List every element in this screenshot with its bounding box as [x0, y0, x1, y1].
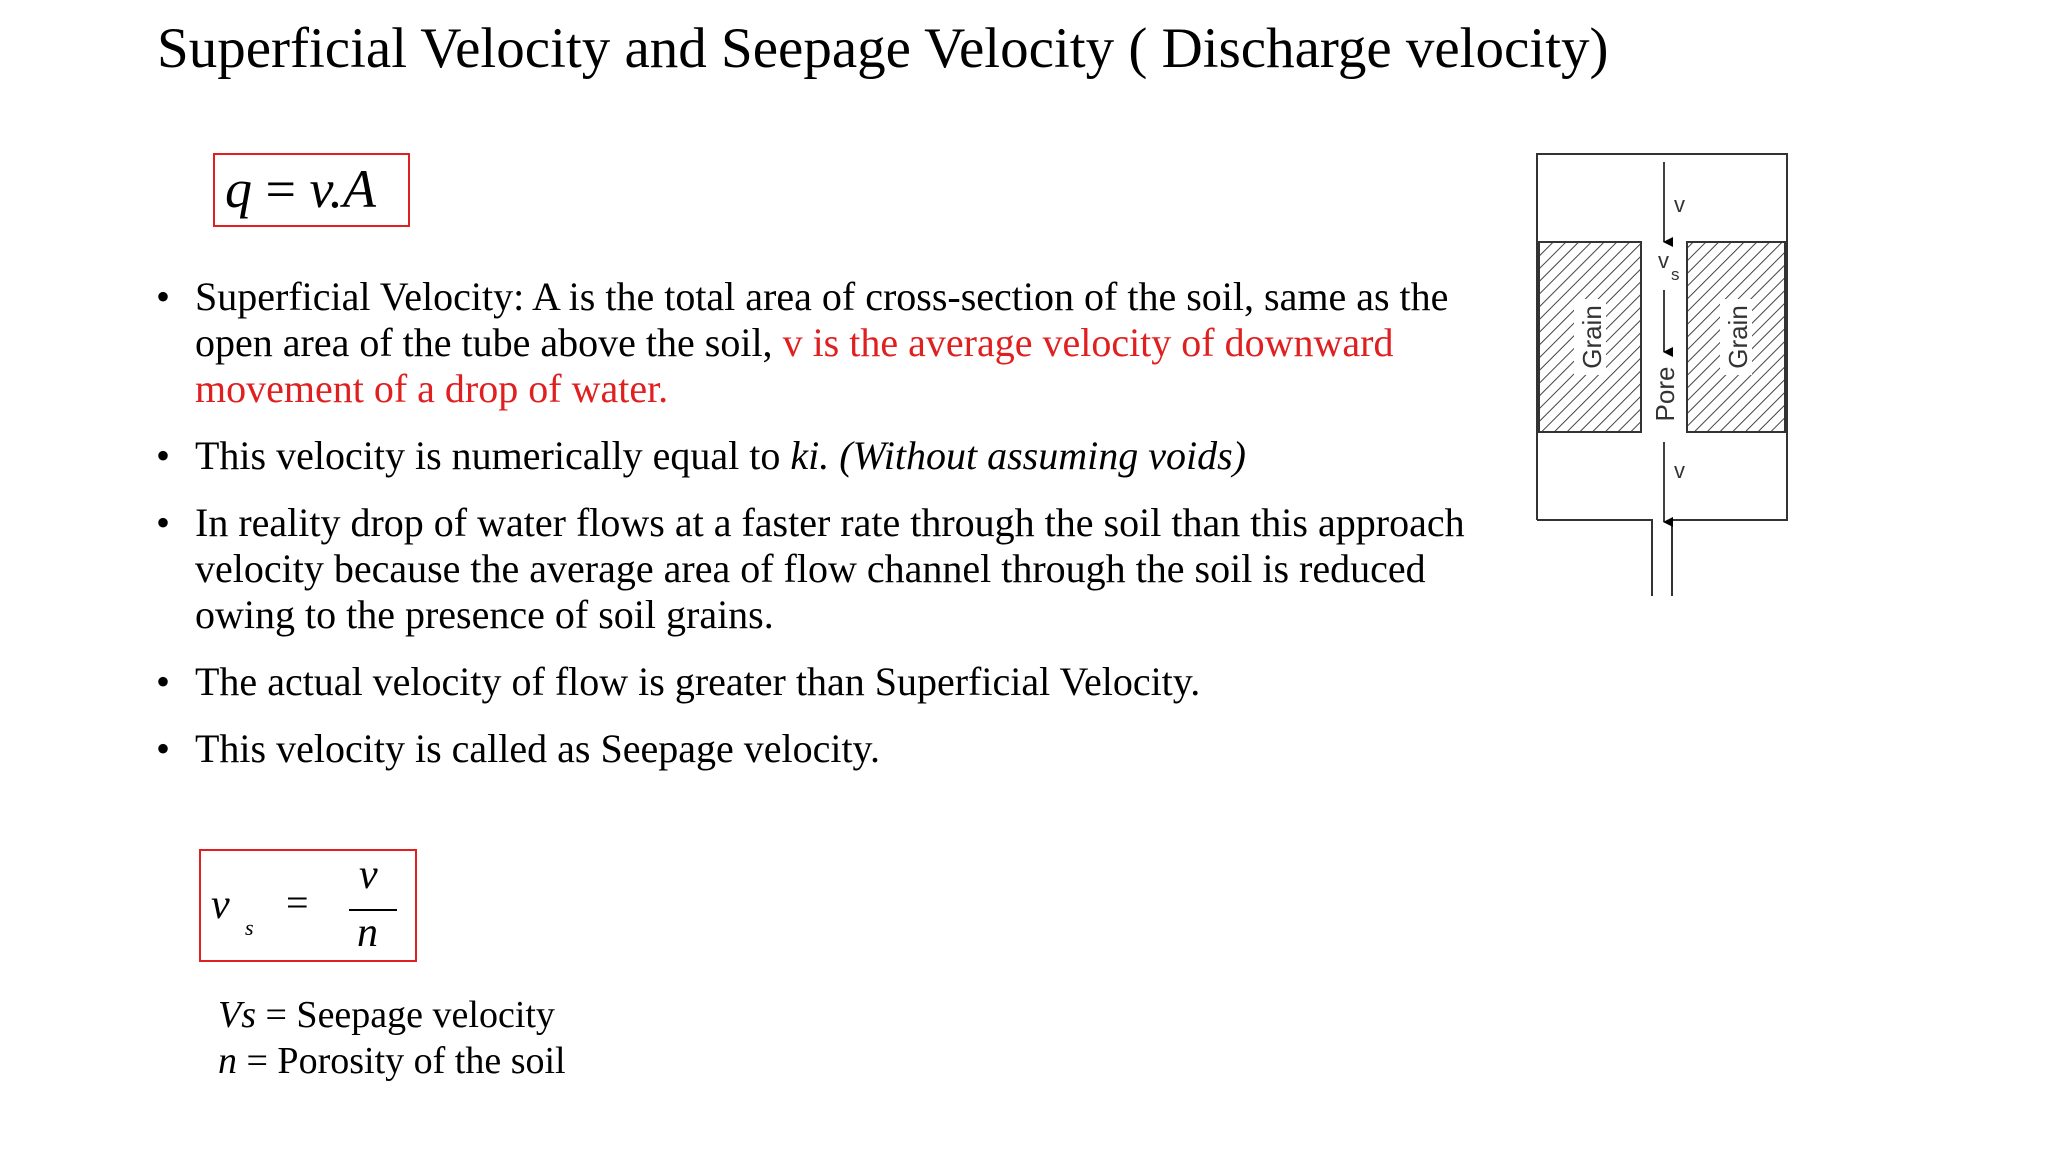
legend-symbol: Vs [218, 994, 256, 1036]
legend-item [218, 992, 566, 1038]
formula-q: q [225, 159, 252, 219]
bullet-item [150, 274, 1485, 412]
legend-text: = Porosity of the soil [237, 1040, 566, 1082]
seepage-formula-box [199, 849, 417, 962]
bullet-text: This velocity is numerically equal to [195, 433, 791, 478]
legend-symbol: n [218, 1040, 237, 1082]
seepage-velocity-label: v [1658, 248, 1669, 273]
seepage-diagram [1530, 150, 1800, 600]
velocity-top-label: v [1674, 192, 1685, 217]
discharge-formula [225, 157, 376, 221]
discharge-formula-box [213, 153, 410, 227]
formula-vs-subscript: s [245, 915, 254, 940]
pore-label: Pore [1650, 366, 1680, 422]
formula-a: A [342, 159, 376, 219]
formula-dot: . [329, 159, 343, 219]
bullet-item [150, 500, 1485, 638]
bullet-item [150, 726, 1450, 772]
formula-v: v [309, 159, 330, 219]
formula-vs-v: v [211, 882, 230, 928]
formula-equals: = [286, 880, 309, 925]
bullet-list [150, 274, 1465, 772]
seepage-velocity-subscript: s [1671, 265, 1680, 284]
bullet-text: The actual velocity of flow is greater than Superficial Velocity. [195, 659, 1201, 704]
grain-left-label: Grain [1577, 305, 1607, 369]
legend-text: = Seepage velocity [256, 994, 555, 1036]
bullet-text: Superficial Velocity: A is the total area of cross-section of the soil, same as the open area of the tube above the soil, [195, 274, 1449, 365]
formula-denominator: n [357, 910, 378, 956]
legend-item [218, 1038, 566, 1084]
formula-numerator: v [359, 852, 378, 898]
bullet-item [150, 433, 1450, 479]
bullet-italic: ki. (Without assuming voids) [790, 433, 1246, 478]
symbol-legend [218, 992, 566, 1084]
bullet-item [150, 659, 1450, 705]
velocity-bottom-label: v [1674, 458, 1685, 483]
grain-right-label: Grain [1723, 305, 1753, 369]
bullet-text: In reality drop of water flows at a faster rate through the soil than this approach velocity because the average area of flow channel through the soil is reduced owing to the presence of soil grains. [195, 500, 1465, 637]
formula-equals: = [252, 159, 310, 219]
bullet-highlight: v is the average velocity of downward movement of a drop of water. [195, 320, 1394, 411]
bullet-text: This velocity is called as Seepage velocity. [195, 726, 880, 771]
slide-title: Superficial Velocity and Seepage Velocity ( Discharge velocity) [157, 17, 1609, 80]
